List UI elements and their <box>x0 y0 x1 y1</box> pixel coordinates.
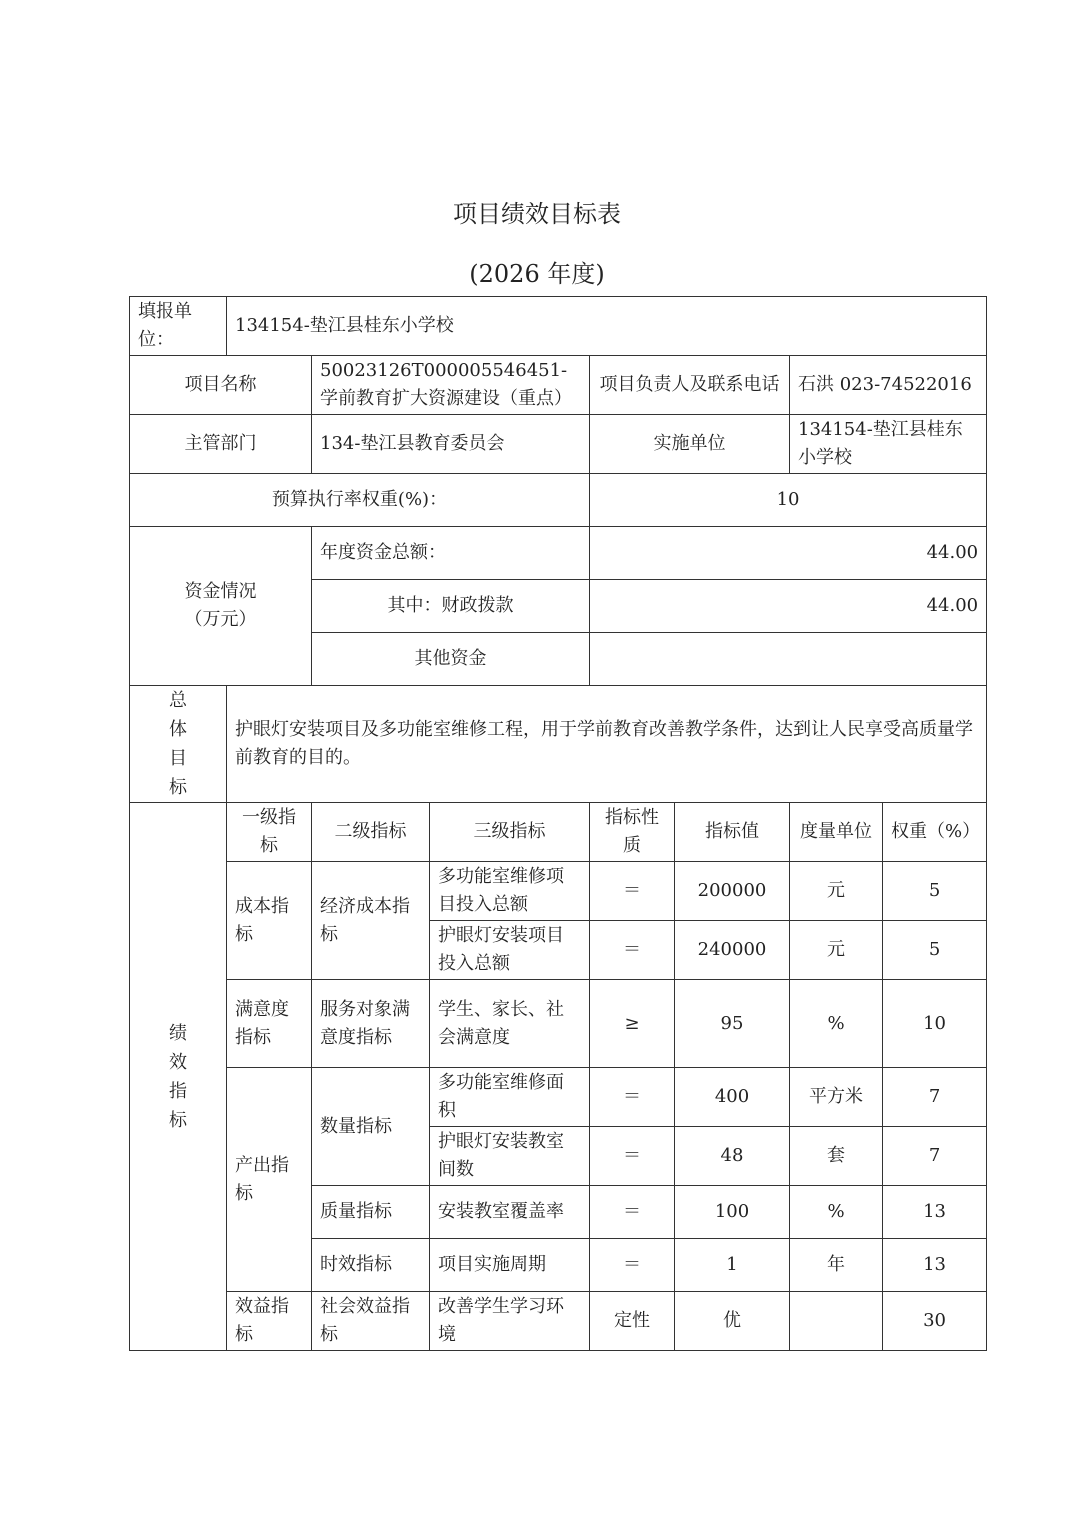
table-row <box>130 1292 987 1351</box>
value-cell: 95 <box>675 980 790 1068</box>
level2-cell: 质量指标 <box>312 1186 430 1239</box>
funds-other-label: 其他资金 <box>312 633 590 686</box>
funds-total-label: 年度资金总额： <box>312 527 590 580</box>
weight-cell: 7 <box>883 1127 987 1186</box>
funds-fiscal-value: 44.00 <box>590 580 987 633</box>
goal-label-char: 总 <box>169 690 187 711</box>
level2-cell: 社会效益指标 <box>312 1292 430 1351</box>
page-subtitle: (2026 年度) <box>469 260 605 288</box>
budget-rate-label: 预算执行率权重(%)： <box>130 474 590 527</box>
table-row <box>130 980 987 1068</box>
weight-cell: 10 <box>883 980 987 1068</box>
level3-cell: 多功能室维修项目投入总额 <box>430 862 590 921</box>
level3-cell: 护眼灯安装教室间数 <box>430 1127 590 1186</box>
table-row <box>130 1068 987 1127</box>
col-header: 指标性质 <box>590 803 675 862</box>
contact-label: 项目负责人及联系电话 <box>590 356 790 415</box>
indicators-label-char: 指 <box>169 1080 187 1102</box>
level3-cell: 改善学生学习环境 <box>430 1292 590 1351</box>
col-header: 二级指标 <box>312 803 430 862</box>
unit-cell: % <box>790 1186 883 1239</box>
impl-label: 实施单位 <box>590 415 790 474</box>
nature-cell: ≥ <box>590 980 675 1068</box>
funds-label-line2: （万元） <box>184 609 257 630</box>
unit-cell: % <box>790 980 883 1068</box>
level3-cell: 护眼灯安装项目投入总额 <box>430 921 590 980</box>
page-title: 项目绩效目标表 <box>453 200 621 228</box>
weight-cell: 5 <box>883 862 987 921</box>
level3-cell: 安装教室覆盖率 <box>430 1186 590 1239</box>
value-cell: 240000 <box>675 921 790 980</box>
unit-cell: 套 <box>790 1127 883 1186</box>
contact-value: 石洪 023-74522016 <box>790 356 987 415</box>
level2-cell: 时效指标 <box>312 1239 430 1292</box>
goal-label-char: 目 <box>169 748 187 769</box>
col-header: 度量单位 <box>790 803 883 862</box>
indicators-label-char: 效 <box>169 1051 187 1073</box>
impl-value: 134154-垫江县桂东小学校 <box>790 415 987 474</box>
funds-other-value <box>590 633 987 686</box>
unit-cell: 元 <box>790 862 883 921</box>
col-header: 一级指标 <box>227 803 312 862</box>
unit-label: 填报单位： <box>130 297 227 356</box>
goal-label-char: 体 <box>169 719 187 740</box>
value-cell: 100 <box>675 1186 790 1239</box>
table-row <box>130 862 987 921</box>
value-cell: 400 <box>675 1068 790 1127</box>
weight-cell: 13 <box>883 1239 987 1292</box>
value-cell: 48 <box>675 1127 790 1186</box>
funds-fiscal-label: 其中：财政拨款 <box>312 580 590 633</box>
nature-cell: ＝ <box>590 1239 675 1292</box>
level3-cell: 项目实施周期 <box>430 1239 590 1292</box>
goal-text: 护眼灯安装项目及多功能室维修工程，用于学前教育改善教学条件，达到让人民享受高质量学前教育的目的。 <box>227 686 987 803</box>
level2-cell: 数量指标 <box>312 1068 430 1186</box>
weight-cell: 13 <box>883 1186 987 1239</box>
nature-cell: 定性 <box>590 1292 675 1351</box>
indicators-label-char: 绩 <box>169 1022 187 1044</box>
nature-cell: ＝ <box>590 1068 675 1127</box>
level2-cell: 经济成本指标 <box>312 862 430 980</box>
nature-cell: ＝ <box>590 1127 675 1186</box>
dept-label: 主管部门 <box>130 415 312 474</box>
performance-table <box>129 296 987 1351</box>
unit-value: 134154-垫江县桂东小学校 <box>227 297 987 356</box>
level3-cell: 多功能室维修面积 <box>430 1068 590 1127</box>
level1-cell: 满意度指标 <box>227 980 312 1068</box>
level1-cell: 产出指标 <box>227 1068 312 1292</box>
unit-cell: 年 <box>790 1239 883 1292</box>
level1-cell: 效益指标 <box>227 1292 312 1351</box>
weight-cell: 30 <box>883 1292 987 1351</box>
weight-cell: 7 <box>883 1068 987 1127</box>
weight-cell: 5 <box>883 921 987 980</box>
indicators-label-char: 标 <box>169 1109 187 1131</box>
goal-label-char: 标 <box>169 777 187 798</box>
unit-cell: 元 <box>790 921 883 980</box>
indicators-label <box>130 803 227 1351</box>
unit-cell: 平方米 <box>790 1068 883 1127</box>
budget-rate-value: 10 <box>590 474 987 527</box>
value-cell: 1 <box>675 1239 790 1292</box>
value-cell: 优 <box>675 1292 790 1351</box>
funds-total-value: 44.00 <box>590 527 987 580</box>
funds-label-line1: 资金情况 <box>184 581 257 602</box>
project-name-value: 50023126T000005546451-学前教育扩大资源建设（重点） <box>312 356 590 415</box>
level3-cell: 学生、家长、社会满意度 <box>430 980 590 1068</box>
dept-value: 134-垫江县教育委员会 <box>312 415 590 474</box>
col-header: 权重（%） <box>883 803 987 862</box>
nature-cell: ＝ <box>590 862 675 921</box>
col-header: 指标值 <box>675 803 790 862</box>
project-name-label: 项目名称 <box>130 356 312 415</box>
value-cell: 200000 <box>675 862 790 921</box>
unit-cell <box>790 1292 883 1351</box>
col-header: 三级指标 <box>430 803 590 862</box>
nature-cell: ＝ <box>590 1186 675 1239</box>
funds-label <box>130 527 312 686</box>
level1-cell: 成本指标 <box>227 862 312 980</box>
level2-cell: 服务对象满意度指标 <box>312 980 430 1068</box>
goal-label <box>130 686 227 803</box>
nature-cell: ＝ <box>590 921 675 980</box>
